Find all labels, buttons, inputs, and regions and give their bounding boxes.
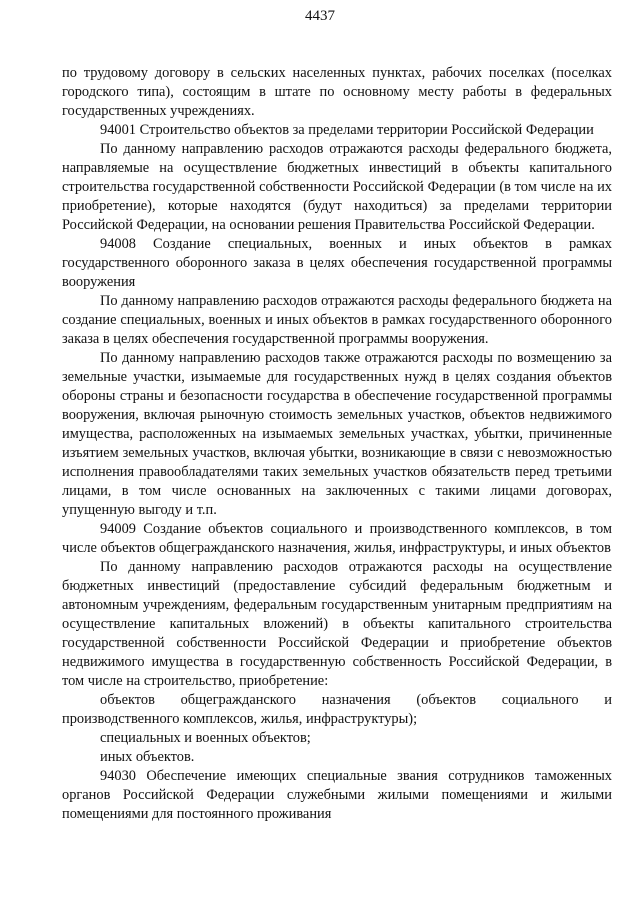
document-body [62,64,612,824]
heading-94008: 94008 Создание специальных, военных и иных объектов в рамках государственного оборонного заказа в целях обеспечения государственной программы вооружения [62,236,612,290]
heading-94001: 94001 Строительство объектов за пределами территории Российской Федерации [100,122,594,138]
paragraph-94009: По данному направлению расходов отражаются расходы на осуществление бюджетных инвестиций (предоставление субсидий федеральным бюджетным и автономным учреждениям, федеральным государственным унитарным предприятиям на осуществление капитальных вложений) в объекты капитального строительства государственной собственности Российской Федерации и приобретение объектов недвижимого имущества в государственную собственность Российской Федерации, в том числе на строительство, приобретение: [62,559,612,689]
page-number: 4437 [305,8,335,24]
paragraph-94008: По данному направлению расходов отражаются расходы федерального бюджета на создание специальных, военных и иных объектов в рамках государственного оборонного заказа в целях обеспечения государственной программы вооружения. [62,293,612,347]
paragraph-94001: По данному направлению расходов отражаются расходы федерального бюджета, направляемые на осуществление бюджетных инвестиций в объекты капитального строительства государственной собственности Российской Федерации (в том числе на их приобретение), которые находятся (будут находиться) за пределами территории Российской Федерации, на основании решения Правительства Российской Федерации. [62,141,612,233]
list-item-other-objects: иных объектов. [100,749,195,765]
paragraph-94008-compensation: По данному направлению расходов также отражаются расходы по возмещению за земельные участки, изымаемые для государственных нужд в целях создания объектов обороны страны и безопасности государства в обеспечение государственной программы вооружения, включая рыночную стоимость земельных участков, объектов недвижимого имущества, расположенных на изымаемых земельных участках, убытки, причиненные изъятием земельных участков, включая убытки, возникающие в связи с невозможностью исполнения правообладателями таких земельных участков обязательств перед третьими лицами, в том числе основанных на заключенных с такими лицами договорах, упущенную выгоду и т.п. [62,350,612,518]
heading-94030: 94030 Обеспечение имеющих специальные звания сотрудников таможенных органов Российской Федерации служебными жилыми помещениями и жилыми помещениями для постоянного проживания [62,768,612,822]
list-item-military-objects: специальных и военных объектов; [100,730,311,746]
list-item-civil-objects: объектов общегражданского назначения (объектов социального и производственного комплексов, жилья, инфраструктуры); [62,692,612,727]
heading-94009: 94009 Создание объектов социального и производственного комплексов, в том числе объектов общегражданского назначения, жилья, инфраструктуры, и иных объектов [62,521,612,556]
paragraph-continuation: по трудовому договору в сельских населенных пунктах, рабочих поселках (поселках городского типа), состоящим в штате по основному месту работы в федеральных государственных учреждениях. [62,65,612,119]
